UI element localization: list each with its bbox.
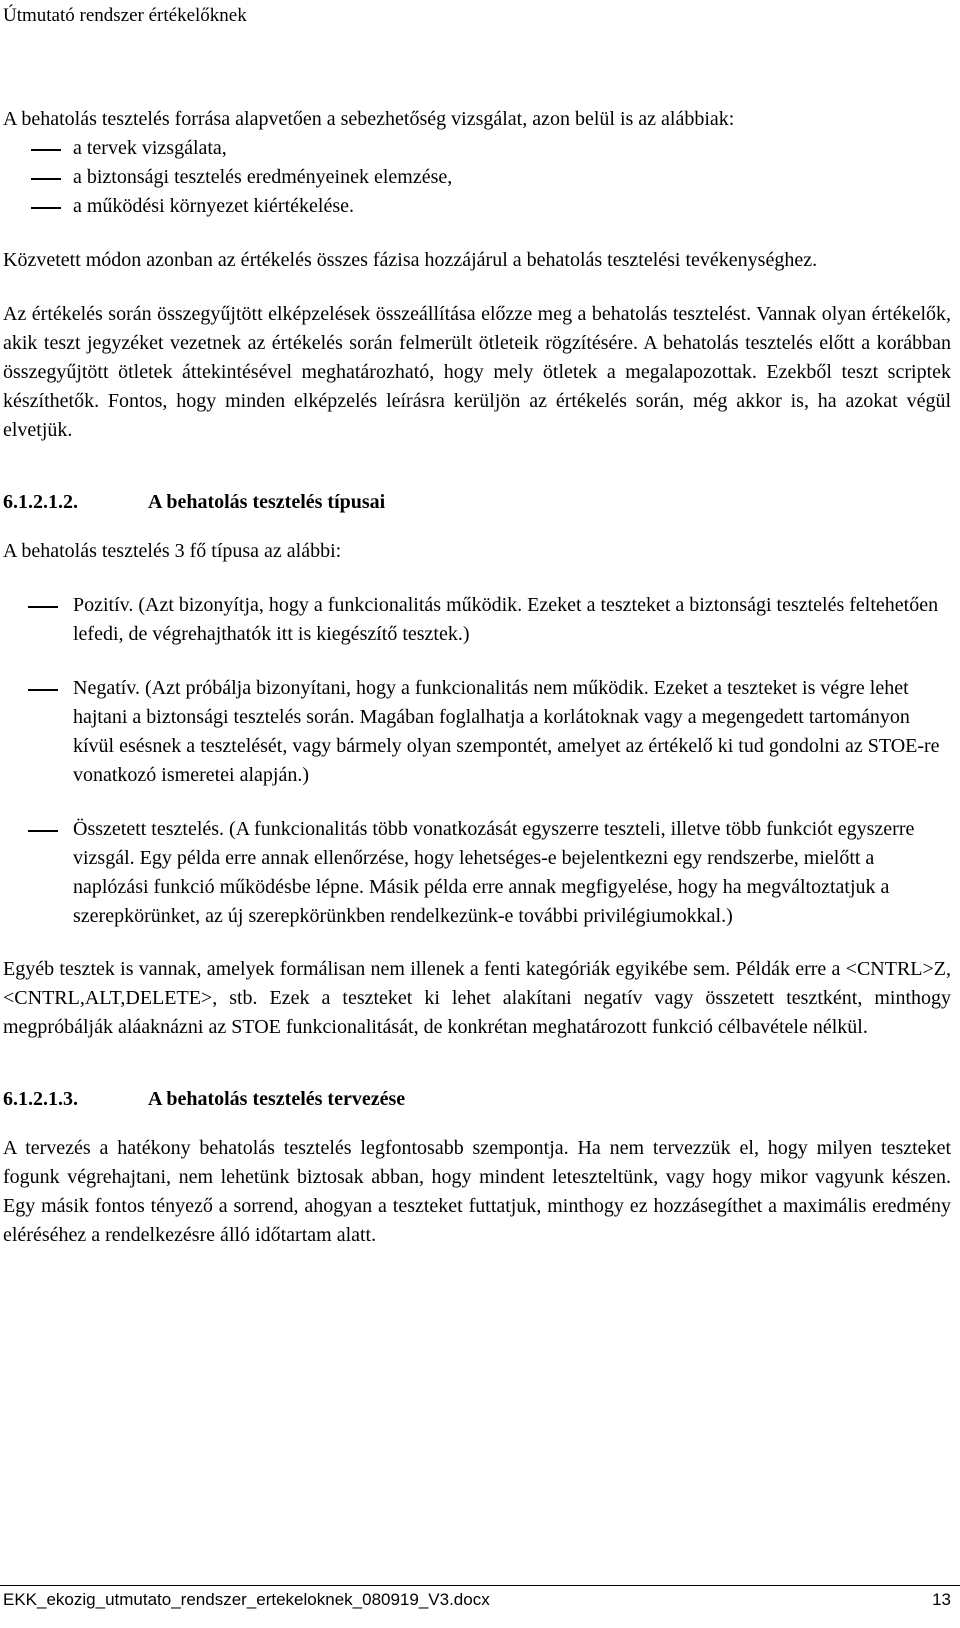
list-item: a működési környezet kiértékelése.	[3, 192, 951, 221]
dash-bullet-icon	[28, 830, 58, 832]
dash-bullet-icon	[28, 689, 58, 691]
intro-paragraph: A behatolás tesztelés forrása alapvetően a sebezhetőség vizsgálat, azon belül is az alábbiak:	[3, 108, 735, 130]
paragraph-indirect: Közvetett módon azonban az értékelés összes fázisa hozzájárul a behatolás tesztelési tevékenységhez.	[3, 249, 818, 271]
list-item: Negatív. (Azt próbálja bizonyítani, hogy a funkcionalitás nem működik. Ezeket a teszteket is végre lehet hajtani a biztonsági tesztelés során. Magában foglalhatja a korlátoknak vagy a megengedett tartományon kívül esésnek a tesztelését, vagy bármely olyan szempontét, amelyet az értékelő ki tud gondolni az STOE-re vonatkozó ismeretei alapján.)	[3, 674, 951, 790]
page-footer	[3, 1588, 951, 1612]
list-item: Összetett tesztelés. (A funkcionalitás több vonatkozását egyszerre teszteli, illetve több funkciót egyszerre vizsgál. Egy példa erre annak ellenőrzése, hogy lehetséges-e bejelentkezni egy rendszerbe, mielőtt a naplózási funkció működésbe lépne. Másik példa erre annak megfigyelése, hogy ha megváltoztatjuk a szerepkörünket, az új szerepkörünkben rendelkezünk-e további privilégiumokkal.)	[3, 815, 951, 931]
section-title: A behatolás tesztelés tervezése	[148, 1088, 406, 1110]
paragraph-ideas: Az értékelés során összegyűjtött elképzelések összeállítása előzze meg a behatolás tesztelést. Vannak olyan értékelők, akik teszt jegyzéket vezetnek az értékelés során felmerült ötleteik rögzítésére. A behatolás tesztelés előtt a korábban összegyűjtött ötletek áttekintésével meghatározható, hogy mely ötletek a megalapozottak. Ezekből teszt scriptek készíthetők. Fontos, hogy minden elképzelés leírásra kerüljön az értékelés során, még akkor is, ha azokat végül elvetjük.	[3, 303, 951, 441]
dash-bullet-icon	[31, 149, 61, 151]
section-number: 6.1.2.1.3.	[3, 1088, 78, 1110]
section-number: 6.1.2.1.2.	[3, 491, 78, 513]
list-item: Pozitív. (Azt bizonyítja, hogy a funkcionalitás működik. Ezeket a teszteket a biztonsági tesztelés feltehetően lefedi, de végrehajthatók itt is kiegészítő tesztek.)	[3, 591, 951, 649]
list-item: a biztonsági tesztelés eredményeinek elemzése,	[3, 163, 951, 192]
dash-bullet-icon	[31, 178, 61, 180]
section-heading-planning	[3, 1085, 951, 1114]
types-list	[3, 591, 951, 931]
document-body	[3, 105, 951, 1250]
list-item: a tervek vizsgálata,	[3, 134, 951, 163]
paragraph-planning: A tervezés a hatékony behatolás tesztelés legfontosabb szempontja. Ha nem tervezzük el, hogy milyen teszteket fogunk végrehajtani, nem lehetünk biztosak abban, hogy mindent leteszteltünk, vagy hogy mikor vagyunk készen. Egy másik fontos tényező a sorrend, ahogyan a teszteket futtatjuk, minthogy ez hozzásegíthet a maximális eredmény eléréséhez a rendelkezésre álló időtartam alatt.	[3, 1137, 951, 1246]
intro-list	[3, 134, 951, 221]
page-header: Útmutató rendszer értékelőknek	[3, 5, 247, 26]
section-title: A behatolás tesztelés típusai	[148, 491, 386, 513]
page-number: 13	[932, 1590, 951, 1609]
footer-filename: EKK_ekozig_utmutato_rendszer_ertekeloknek_080919_V3.docx	[3, 1590, 490, 1609]
section-heading-types	[3, 488, 951, 517]
dash-bullet-icon	[31, 207, 61, 209]
paragraph-other-tests: Egyéb tesztek is vannak, amelyek formálisan nem illenek a fenti kategóriák egyikébe sem. Példák erre a <CNTRL>Z, <CNTRL,ALT,DELETE>, stb. Ezek a teszteket ki lehet alakítani negatív vagy összetett tesztként, minthogy megpróbálják aláaknázni az STOE funkcionalitását, de konkrétan meghatározott funkció célbavétele nélkül.	[3, 958, 951, 1038]
types-intro: A behatolás tesztelés 3 fő típusa az alábbi:	[3, 540, 342, 562]
footer-divider	[0, 1585, 960, 1586]
dash-bullet-icon	[28, 606, 58, 608]
